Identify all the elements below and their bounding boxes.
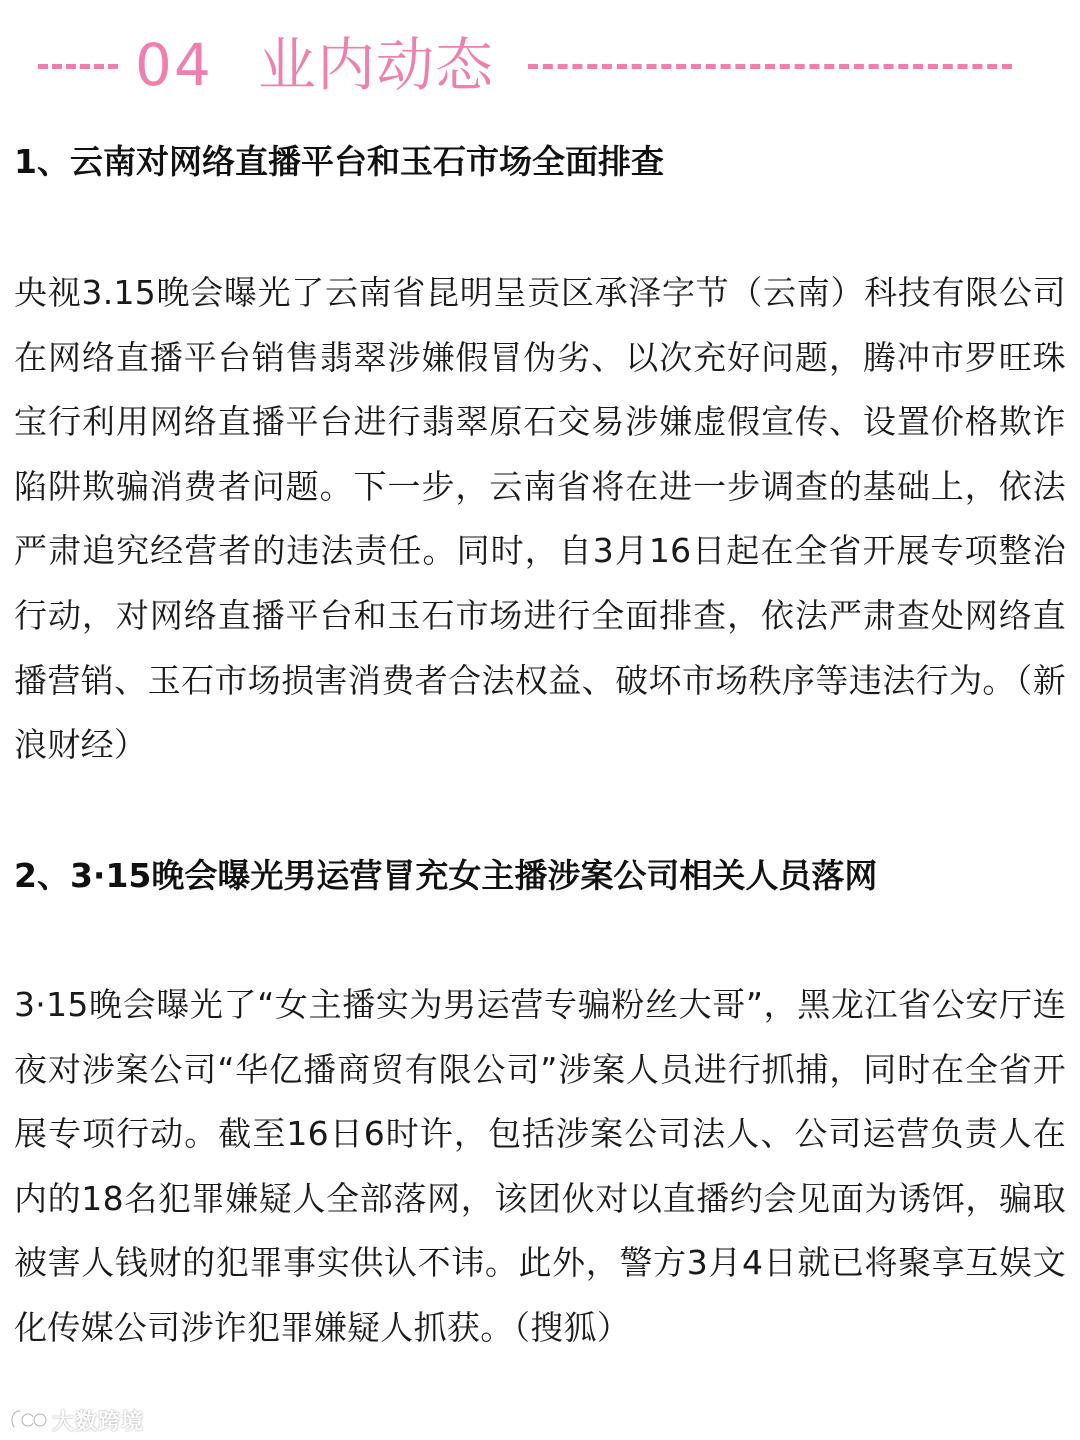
watermark-text: 大数跨境 [52,1409,145,1435]
article-1-body: 央视3.15晚会曝光了云南省昆明呈贡区承泽字节（云南）科技有限公司在网络直播平台销售翡翠涉嫌假冒伪劣、以次充好问题，腾冲市罗旺珠宝行利用网络直播平台进行翡翠原石交易涉嫌虚假宣传、设置价格欺诈陷阱欺骗消费者问题。下一步，云南省将在进一步调查的基础上，依法严肃追究经营者的违法责任。同时，自3月16日起在全省开展专项整治行动，对网络直播平台和玉石市场进行全面排查，依法严肃查处网络直播营销、玉石市场损害消费者合法权益、破坏市场秩序等违法行为。（新浪财经） [14,273,1066,765]
article-2-body: 3·15晚会曝光了“女主播实为男运营专骗粉丝大哥”，黑龙江省公安厅连夜对涉案公司“华亿播商贸有限公司”涉案人员进行抓捕，同时在全省开展专项行动。截至16日6时许，包括涉案公司法人、公司运营负责人在内的18名犯罪嫌疑人全部落网，该团伙对以直播约会见面为诱饵，骗取被害人钱财的犯罪事实供认不讳。此外，警方3月4日就已将聚享互娱文化传媒公司涉诈犯罪嫌疑人抓获。（搜狐） [14,985,1066,1347]
decorative-dash-right [528,64,1012,69]
article-1-heading: 1、云南对网络直播平台和玉石市场全面排查 [14,142,664,181]
brand-logo-icon [8,1405,48,1435]
section-title: 业内动态 [258,31,495,99]
watermark [8,1402,144,1438]
section-header [0,28,1080,108]
decorative-dash-left [38,64,118,69]
article-2-heading: 2、3·15晚会曝光男运营冒充女主播涉案公司相关人员落网 [14,856,878,895]
section-number: 04 [135,31,213,99]
